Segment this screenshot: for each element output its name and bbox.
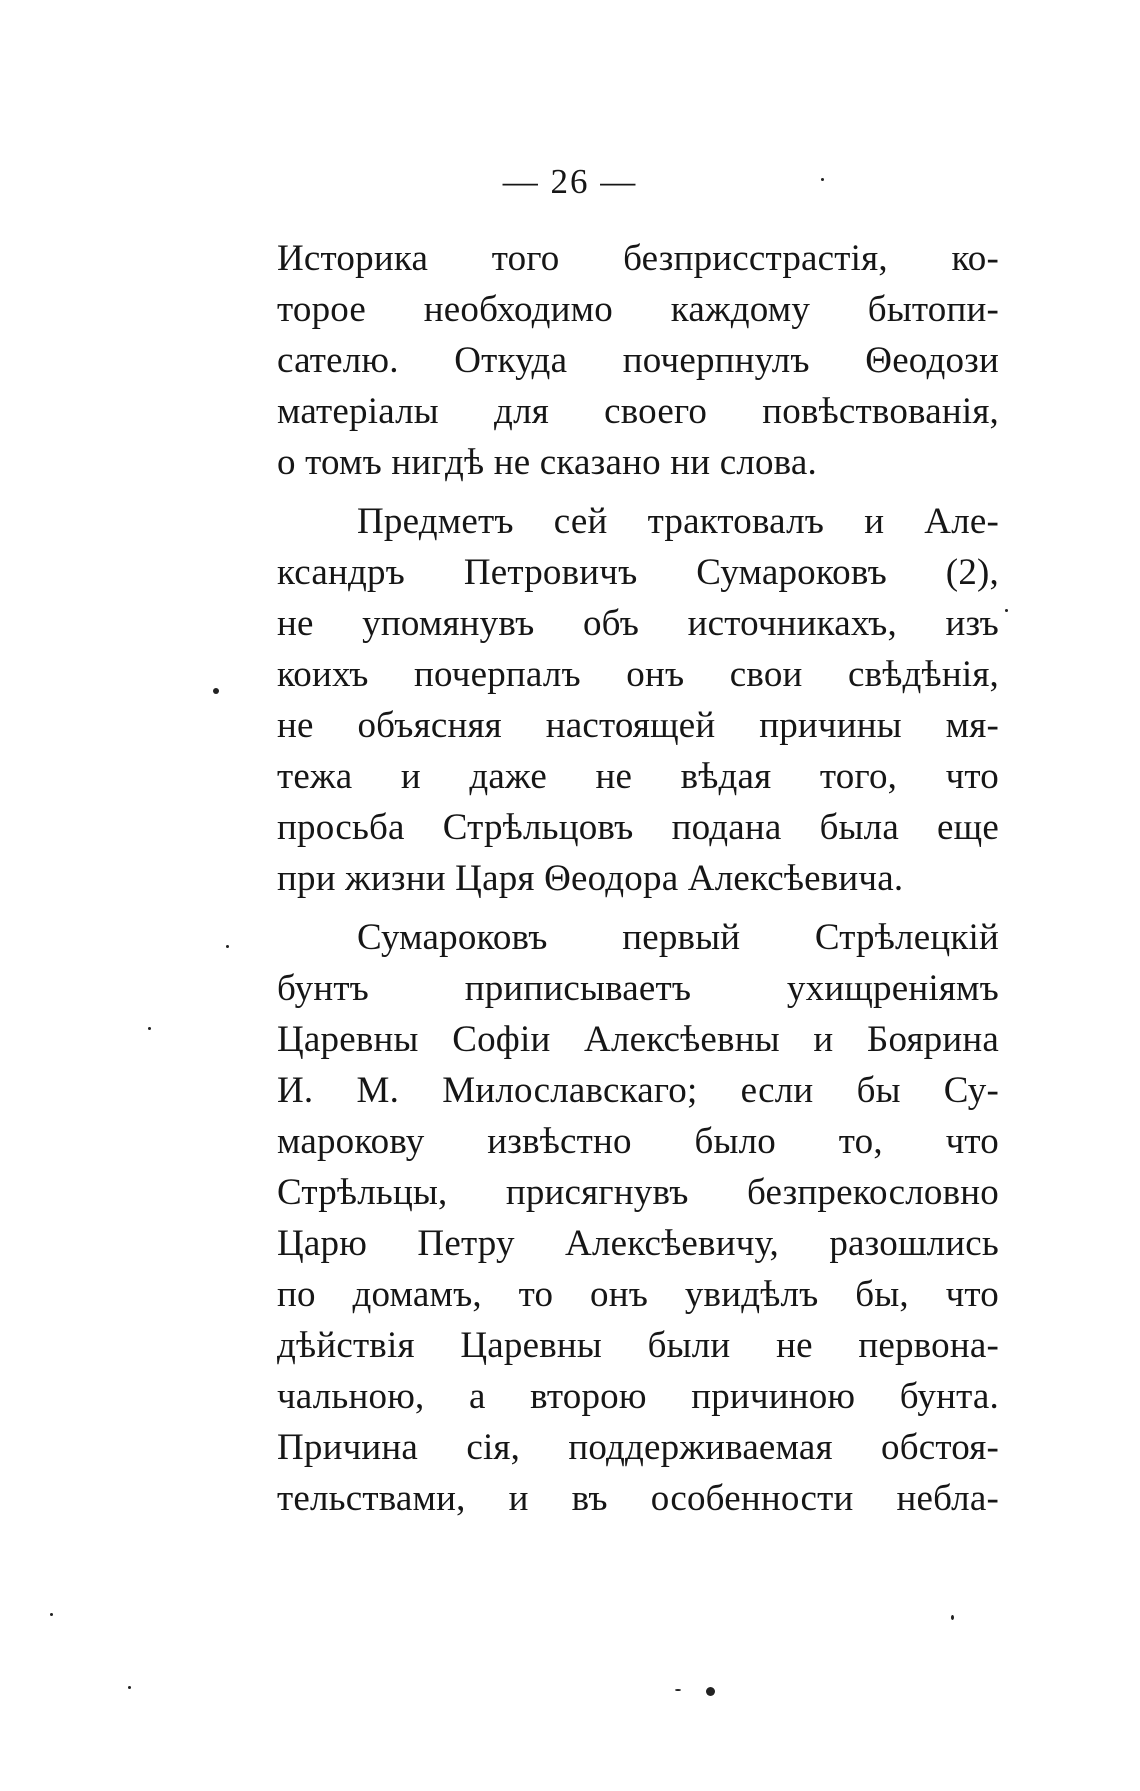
scan-speck bbox=[675, 1689, 681, 1691]
text-line: просьба Стрѣльцовъ подана была еще bbox=[277, 807, 999, 848]
page-number: — 26 — bbox=[502, 162, 638, 201]
text-line: чальною, а второю причиною бунта. bbox=[277, 1376, 999, 1417]
text-line: Сумароковъ первый Стрѣлецкій bbox=[357, 917, 999, 958]
paragraph-3 bbox=[277, 912, 999, 1524]
text-line: дѣйствія Царевны были не первона- bbox=[277, 1325, 999, 1366]
scan-speck bbox=[50, 1613, 53, 1616]
text-line: Стрѣльцы, присягнувъ безпрекословно bbox=[277, 1172, 999, 1213]
text-line: не упомянувъ объ источникахъ, изъ bbox=[277, 603, 999, 644]
scan-speck bbox=[213, 688, 219, 694]
text-line: Историка того безприсстрастія, ко- bbox=[277, 238, 999, 279]
text-line: марокову извѣстно было то, что bbox=[277, 1121, 999, 1162]
scan-speck bbox=[951, 1615, 954, 1620]
text-line: торое необходимо каждому бытопи- bbox=[277, 289, 999, 330]
paragraph-2 bbox=[277, 496, 999, 904]
scan-speck bbox=[226, 945, 229, 948]
text-line: Причина сія, поддерживаемая обстоя- bbox=[277, 1427, 999, 1468]
text-line: о томъ нигдѣ не сказано ни слова. bbox=[277, 442, 817, 483]
text-line: тельствами, и въ особенности небла- bbox=[277, 1478, 999, 1519]
paragraph-gap bbox=[277, 904, 999, 912]
scan-speck bbox=[706, 1687, 715, 1696]
text-line: И. М. Милославскаго; если бы Су- bbox=[277, 1070, 999, 1111]
text-line: при жизни Царя Θеодора Алексѣевича. bbox=[277, 858, 904, 899]
text-line: по домамъ, то онъ увидѣлъ бы, что bbox=[277, 1274, 999, 1315]
paragraph-gap bbox=[277, 488, 999, 496]
text-line: бунтъ приписываетъ ухищреніямъ bbox=[277, 968, 999, 1009]
text-line: не объясняя настоящей причины мя- bbox=[277, 705, 999, 746]
scan-speck bbox=[821, 178, 824, 181]
scan-speck bbox=[1005, 609, 1008, 612]
text-line: ксандръ Петровичъ Сумароковъ (2), bbox=[277, 552, 999, 593]
text-line: Предметъ сей трактовалъ и Але- bbox=[357, 501, 999, 542]
text-line: Царю Петру Алексѣевичу, разошлись bbox=[277, 1223, 999, 1264]
text-line: Царевны Софіи Алексѣевны и Боярина bbox=[277, 1019, 999, 1060]
scan-speck bbox=[128, 1686, 131, 1689]
paragraph-1 bbox=[277, 233, 999, 488]
text-line: сателю. Откуда почерпнулъ Θеодози bbox=[277, 340, 999, 381]
body-text bbox=[277, 233, 999, 1524]
text-line: коихъ почерпалъ онъ свои свѣдѣнія, bbox=[277, 654, 999, 695]
text-line: тежа и даже не вѣдая того, что bbox=[277, 756, 999, 797]
scan-speck bbox=[148, 1027, 151, 1030]
text-line: матеріалы для своего повѣствованія, bbox=[277, 391, 999, 432]
